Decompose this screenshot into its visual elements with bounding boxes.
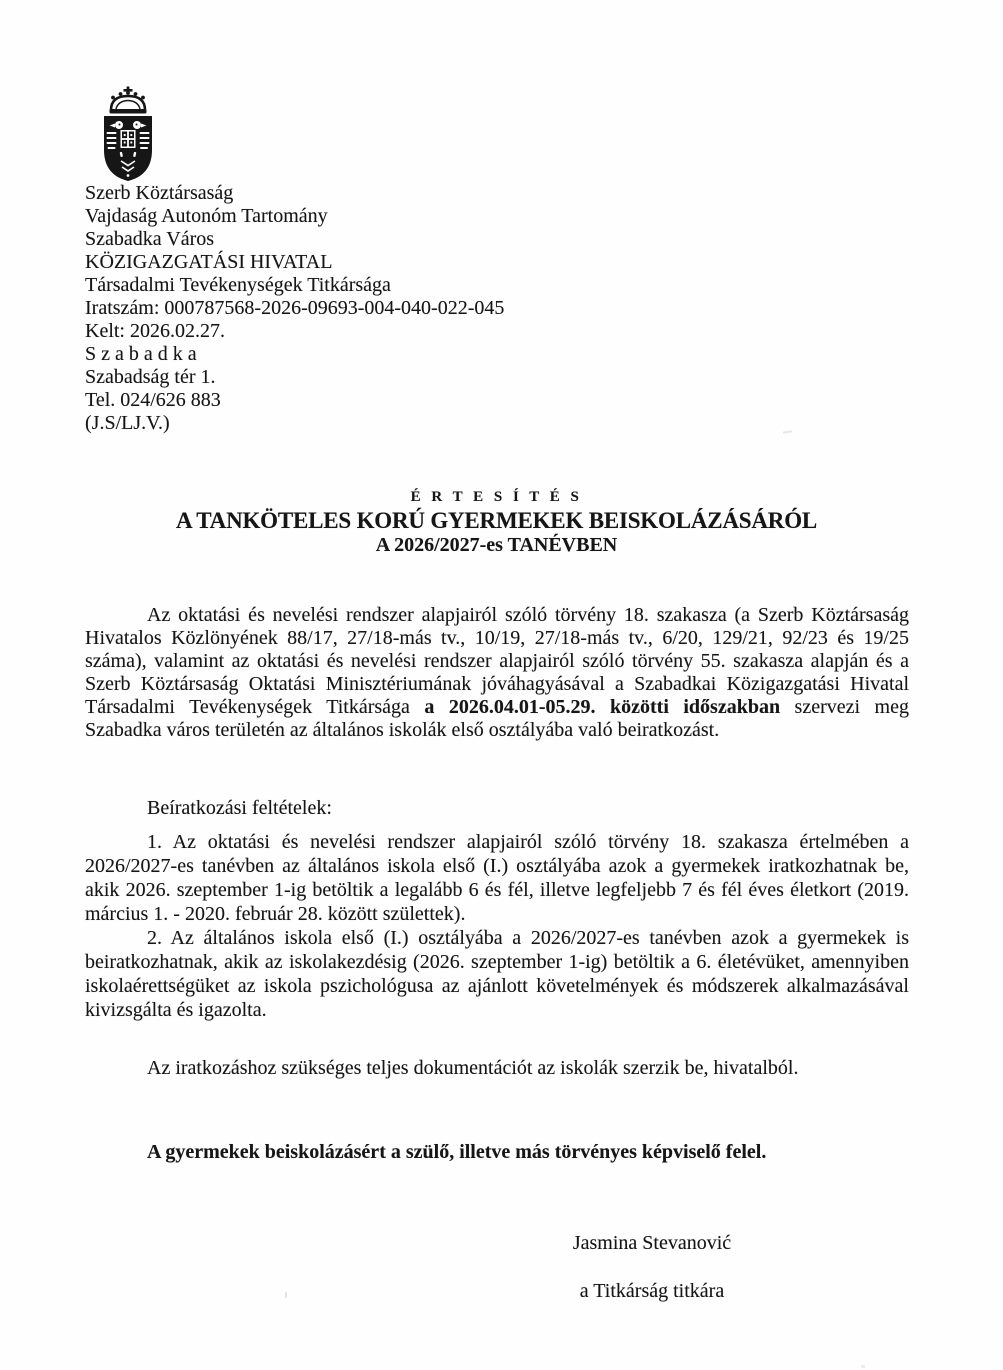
title-line-2: A TANKÖTELES KORÚ GYERMEKEK BEISKOLÁZÁSÁRÓL [175, 508, 818, 533]
intro-paragraph [85, 604, 909, 742]
conditions-heading: Beíratkozási feltételek: [147, 797, 332, 819]
scan-artifact [783, 430, 792, 433]
scan-artifact [861, 1365, 865, 1368]
title-line-1: É R T E S Í T É S [410, 489, 583, 505]
letterhead-place: S z a b a d k a [85, 343, 197, 365]
conditions-list [85, 830, 909, 1022]
letterhead-office: KÖZIGAZGATÁSI HIVATAL [85, 251, 333, 273]
condition-item-1: 1. Az oktatási és nevelési rendszer alapjairól szóló törvény 18. szakasza értelmében a 2026/2027-es tanévben az általános iskola első (I.) osztályába azok a gyermekek iratkozhatnak be, akik 2026. szeptember 1-ig betöltik a legalább 6 és fél, illetve legfeljebb 7 és fél éves életkort (2019. március 1. - 2020. február 28. között születtek). [85, 831, 909, 925]
condition-item-2: 2. Az általános iskola első (I.) osztályába a 2026/2027-es tanévben azok a gyermekek is beiratkozhatnak, akik az iskolakezdésig (2026. szeptember 1-ig) betöltik a 6. életévüket, amennyiben iskolaérettségüket az iskola pszichológusa az ajánlott követelmények és módszerek alkalmazásával kivizsgálta és igazolta. [85, 927, 909, 1021]
letterhead-address: Szabadság tér 1. [85, 366, 216, 388]
responsibility-note: A gyermekek beiskolázásért a szülő, illetve más törvényes képviselő felel. [147, 1141, 767, 1163]
letterhead-city: Szabadka Város [85, 228, 215, 250]
serbian-coat-of-arms-icon [94, 86, 162, 186]
signer-role: a Titkárság titkára [579, 1280, 725, 1302]
letterhead [85, 182, 504, 435]
letterhead-country: Szerb Köztársaság [85, 182, 234, 204]
letterhead-initials: (J.S/LJ.V.) [85, 412, 170, 434]
letterhead-secretariat: Társadalmi Tevékenységek Titkársága [85, 274, 391, 296]
title-line-3: A 2026/2027-es TANÉVBEN [375, 534, 618, 556]
scan-artifact [285, 1292, 287, 1298]
documentation-note: Az iratkozáshoz szükséges teljes dokumentációt az iskolák szerzik be, hivatalból. [147, 1057, 799, 1079]
intro-text-before: Az oktatási és nevelési rendszer alapjairól szóló törvény 18. szakasza (a Szerb Köztársaság Hivatalos Közlönyének 88/17, 27/18-más tv., 10/19, 27/18-más tv., 6/20, 129/21, 92/23 és 19/25 száma), valamint az oktatási és nevelési rendszer alapjairól szóló törvény 55. szakasza alapján és a Szerb Köztársaság Oktatási Minisztériumának jóváhagyásával a Szabadkai Közigazgatási Hivatal Társadalmi Tevékenységek Titkársága [85, 604, 909, 718]
letterhead-case-number: Iratszám: 000787568-2026-09693-004-040-022-045 [85, 297, 505, 319]
signer-name: Jasmina Stevanović [572, 1232, 732, 1254]
signature-block [502, 1232, 802, 1303]
intro-text-after: szervezi meg Szabadka város területén az általános iskolák első osztályába való beiratkozást. [85, 696, 909, 741]
intro-enrollment-period: a 2026.04.01-05.29. közötti időszakban [424, 696, 781, 718]
letterhead-date: Kelt: 2026.02.27. [85, 320, 225, 342]
document-title [85, 487, 908, 557]
letterhead-phone: Tel. 024/626 883 [85, 389, 221, 411]
letterhead-province: Vajdaság Autonóm Tartomány [85, 205, 328, 227]
